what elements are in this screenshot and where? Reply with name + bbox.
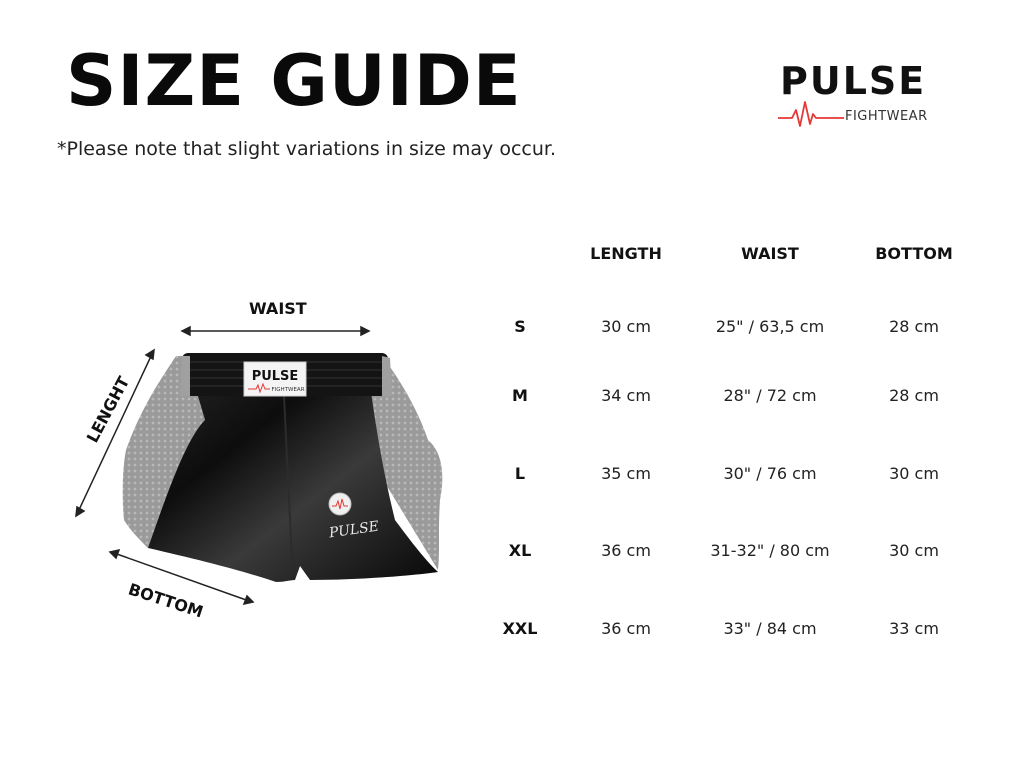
shorts-diagram <box>0 0 480 768</box>
brand-logo <box>778 59 938 132</box>
bottom-cell: 30 cm <box>889 541 939 560</box>
column-header-bottom: BOTTOM <box>875 244 953 263</box>
length-cell: 30 cm <box>601 317 651 336</box>
waist-dimension-label: WAIST <box>249 299 307 318</box>
table-row <box>470 317 990 341</box>
size-cell: S <box>514 317 526 336</box>
waistband-logo-patch <box>244 362 306 396</box>
patch-brand-name: PULSE <box>251 369 299 384</box>
length-dimension-label: LENGHT <box>82 373 134 446</box>
bottom-cell: 30 cm <box>889 464 939 483</box>
bottom-cell: 28 cm <box>889 317 939 336</box>
shorts-script-logo: PULSE <box>328 518 380 542</box>
waist-cell: 25" / 63,5 cm <box>715 317 825 336</box>
table-row <box>470 386 990 410</box>
size-cell: M <box>512 386 528 405</box>
waist-dimension-arrow <box>182 327 369 335</box>
size-cell: XXL <box>502 619 538 638</box>
column-header-waist: WAIST <box>741 244 799 263</box>
table-row <box>470 541 990 565</box>
waist-cell: 33" / 84 cm <box>723 619 817 638</box>
length-cell: 36 cm <box>601 619 651 638</box>
size-cell: XL <box>508 541 532 560</box>
waist-cell: 31-32" / 80 cm <box>710 541 830 560</box>
bottom-cell: 28 cm <box>889 386 939 405</box>
heartbeat-pulse-icon <box>778 100 846 130</box>
bottom-dimension-label: BOTTOM <box>125 579 206 622</box>
length-cell: 36 cm <box>601 541 651 560</box>
column-header-length: LENGTH <box>590 244 662 263</box>
length-cell: 35 cm <box>601 464 651 483</box>
shorts-illustration <box>0 0 480 768</box>
table-row <box>470 619 990 643</box>
brand-tagline: FIGHTWEAR <box>845 109 928 124</box>
bottom-cell: 33 cm <box>889 619 939 638</box>
patch-brand-tagline: FIGHTWEAR <box>271 387 305 393</box>
length-cell: 34 cm <box>601 386 651 405</box>
size-cell: L <box>514 464 526 483</box>
brand-name: PULSE <box>780 59 927 103</box>
table-row <box>470 464 990 488</box>
page-title: SIZE GUIDE <box>66 40 522 122</box>
size-variation-note: *Please note that slight variations in size may occur. <box>57 138 557 160</box>
waist-cell: 30" / 76 cm <box>723 464 817 483</box>
waist-cell: 28" / 72 cm <box>723 386 817 405</box>
